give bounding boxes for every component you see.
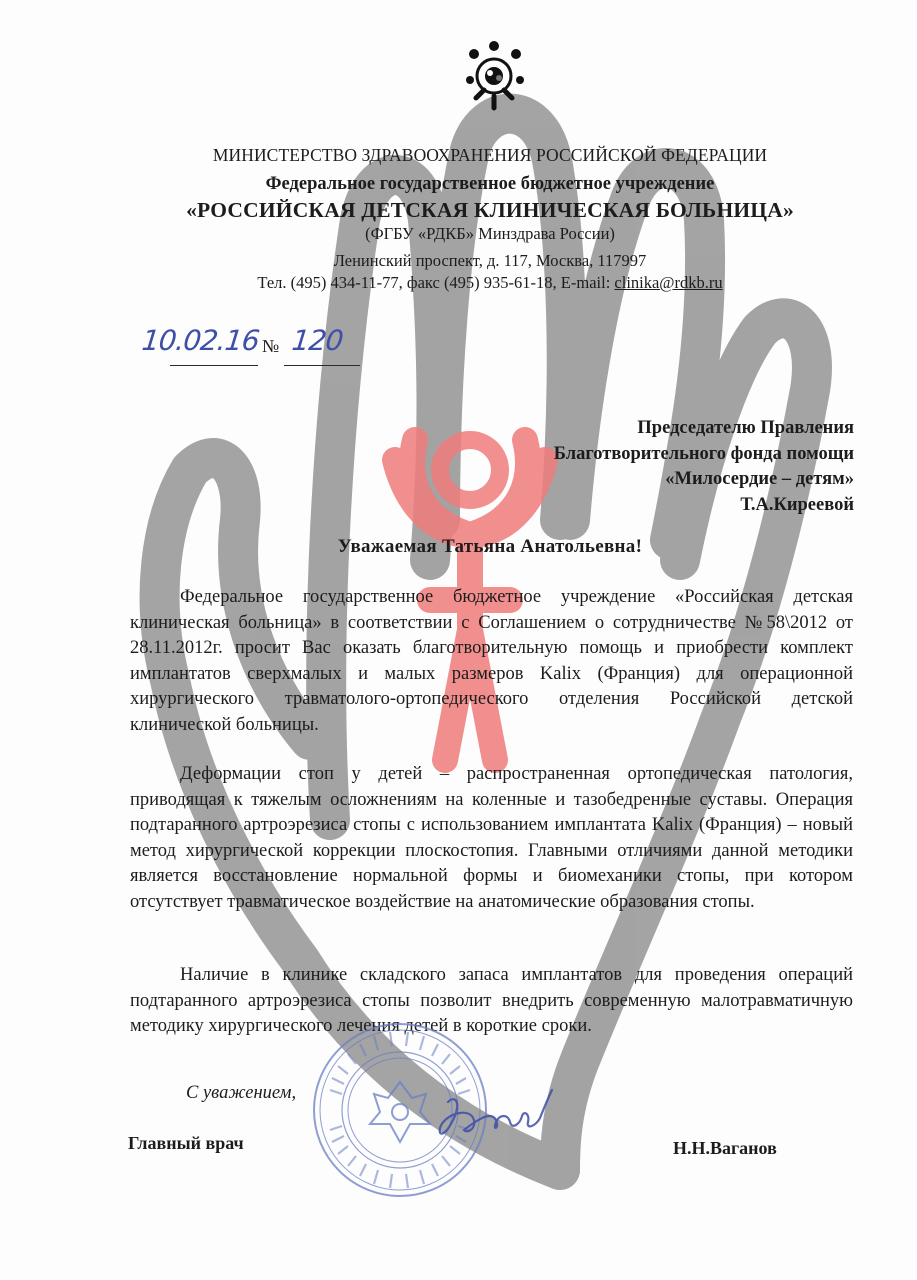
institution-type: Федеральное государственное бюджетное учреждение bbox=[265, 174, 715, 194]
institution-contacts bbox=[120, 273, 860, 293]
reference-date: 10.02.16 bbox=[140, 324, 261, 357]
handwritten-signature-icon bbox=[430, 1080, 590, 1160]
recipient-line: «Милосердие – детям» bbox=[665, 469, 854, 489]
body-paragraph-1 bbox=[130, 585, 853, 738]
paragraph-text: Федеральное государственное бюджетное учреждение «Российская детская клиническая больница» в соответствии с Соглашением о сотрудничестве №58\2012 от 28.11.2012г. просит Вас оказать благотворительную помощь и приобрести комплект имплантатов сверхмалых и малых размеров Kalix (Франция) для операционной хирургического травматолого-ортопедического отделения Российской детской клинической больницы. bbox=[130, 587, 853, 735]
paragraph-text: Деформации стоп у детей – распространенная ортопедическая патология, приводящая к тяжелым осложнениям на коленные и тазобедренные суставы. Операция подтаранного артроэрезиса стопы с использованием имплантата Kalix (Франция) – новый метод хирургической коррекции плоскостопия. Главными отличиями данной методики является восстановление нормальной формы и биомеханики стопы, при котором отсутствует травматическое воздействие на анатомические образования стопы. bbox=[130, 764, 853, 912]
contacts-email-link[interactable]: clinika@rdkb.ru bbox=[614, 273, 723, 292]
institution-name: «РОССИЙСКАЯ ДЕТСКАЯ КЛИНИЧЕСКАЯ БОЛЬНИЦА» bbox=[186, 198, 794, 222]
reference-number: 120 bbox=[290, 324, 345, 357]
body-paragraph-2 bbox=[130, 762, 853, 915]
recipient-line: Т.А.Киреевой bbox=[740, 494, 854, 515]
ministry-header: МИНИСТЕРСТВО ЗДРАВООХРАНЕНИЯ РОССИЙСКОЙ ФЕДЕРАЦИИ bbox=[212, 145, 768, 165]
institution-address: Ленинский проспект, д. 117, Москва, 117997 bbox=[333, 251, 647, 270]
date-underline bbox=[170, 365, 258, 366]
recipient-line: Председателю Правления bbox=[637, 418, 854, 438]
signatory-name: Н.Н.Ваганов bbox=[673, 1138, 777, 1158]
reference-number-label: № bbox=[262, 336, 280, 356]
number-underline bbox=[284, 365, 360, 366]
paragraph-text: Наличие в клинике складского запаса имплантатов для проведения операций подтаранного артроэрезиса стопы позволит внедрить современную малотравматичную методику хирургического лечения детей в короткие сроки. bbox=[130, 965, 853, 1036]
rdkb-logo-icon bbox=[460, 40, 528, 112]
signatory-position: Главный врач bbox=[128, 1133, 244, 1153]
greeting: Уважаемая Татьяна Анатольевна! bbox=[337, 536, 643, 557]
institution-abbreviation: (ФГБУ «РДКБ» Минздрава России) bbox=[365, 224, 615, 243]
closing-phrase: С уважением, bbox=[186, 1083, 297, 1103]
body-paragraph-3 bbox=[130, 963, 853, 1040]
recipient-line: Благотворительного фонда помощи bbox=[553, 443, 854, 464]
contacts-phone-fax: Тел. (495) 434-11-77, факс (495) 935-61-18, E-mail: bbox=[257, 273, 615, 292]
recipient-block bbox=[554, 416, 854, 518]
